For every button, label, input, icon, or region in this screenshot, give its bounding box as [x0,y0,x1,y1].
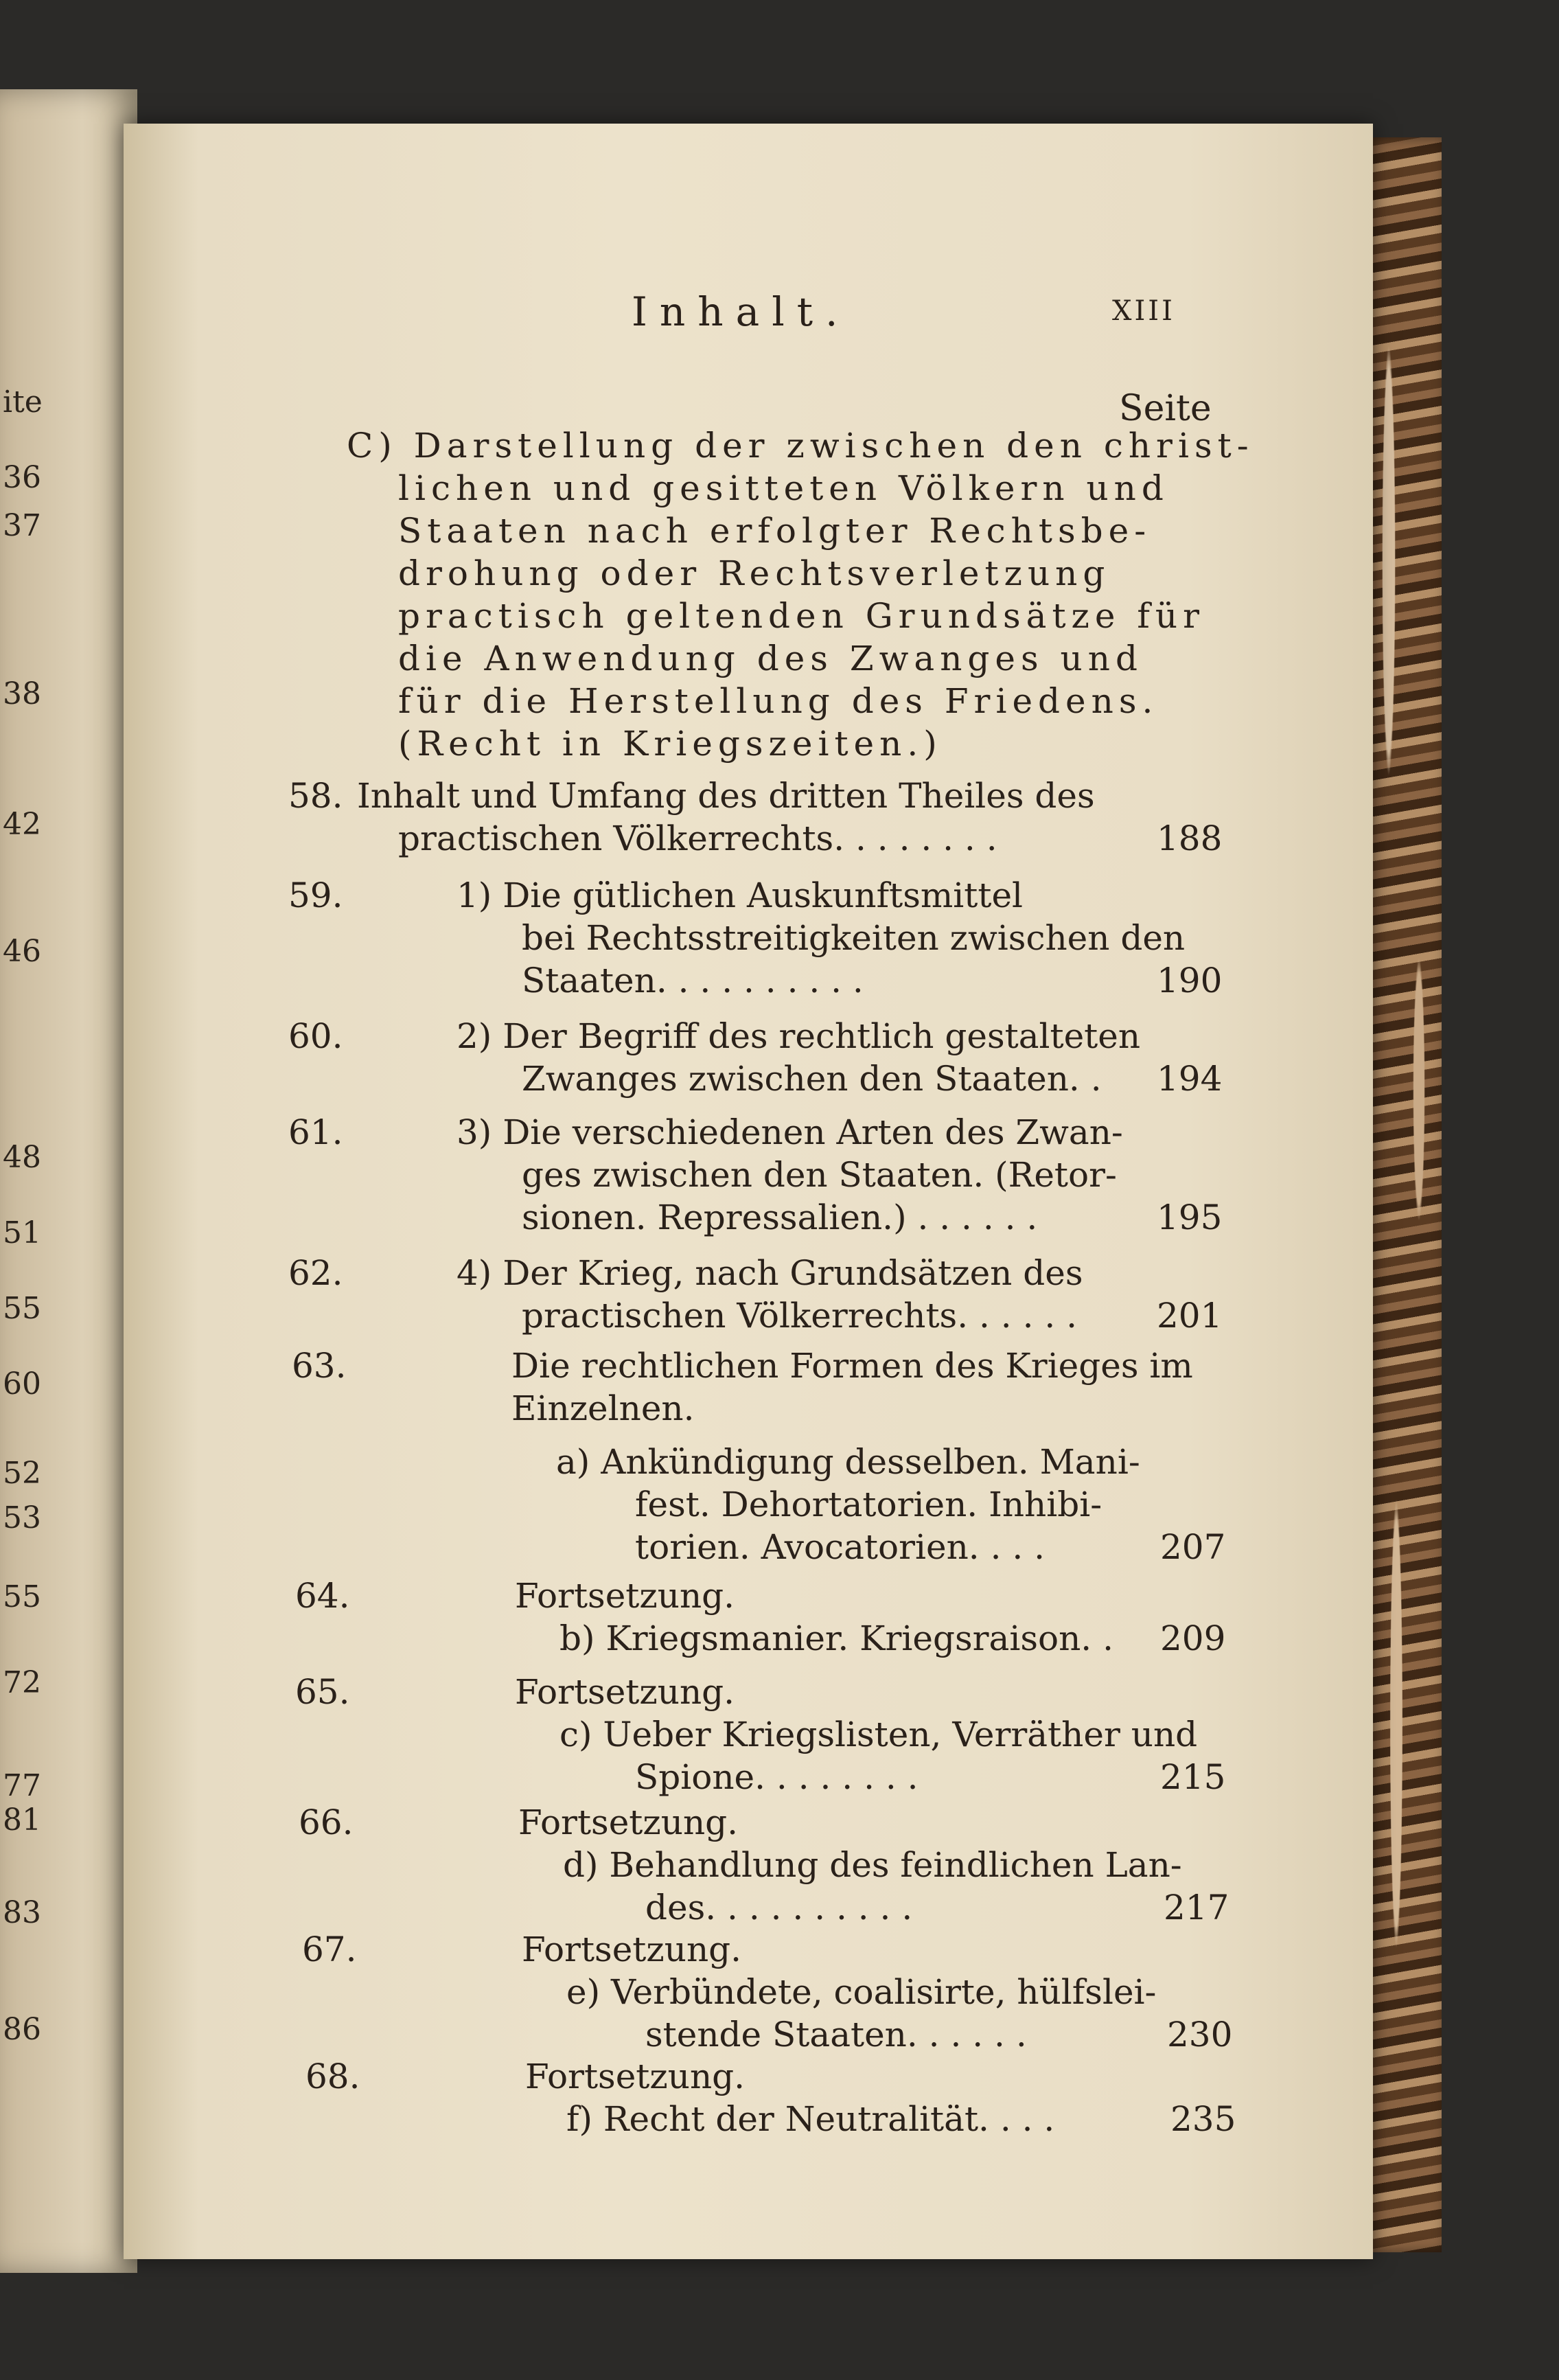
facing-page-number: 42 [3,807,41,842]
entry-number: 58. [288,776,343,816]
entry-text: d) Behandlung des feindlichen Lan- [563,1845,1182,1885]
entry-text: Zwanges zwischen den Staaten. . [522,1059,1102,1099]
entry-number: 59. [288,876,343,915]
entry-text: f) Recht der Neutralität. . . . [566,2099,1055,2139]
entry-number: 68. [305,2057,360,2096]
entry-text: 1) Die gütlichen Auskunftsmittel [457,876,1024,915]
entry-number: 62. [288,1253,343,1293]
entry-number: 64. [295,1576,350,1616]
facing-page-number: 83 [3,1895,41,1930]
entry-text: Staaten. . . . . . . . . . [522,961,864,1000]
entry-text: sionen. Repressalien.) . . . . . . [522,1198,1038,1237]
facing-page-number: 60 [3,1366,41,1401]
entry-page: 190 [1157,961,1223,1000]
facing-page-number: 38 [3,676,41,711]
entry-page: 201 [1157,1296,1223,1336]
entry-text: 3) Die verschiedenen Arten des Zwan- [457,1112,1123,1152]
entry-page: 194 [1157,1059,1223,1099]
entry-text: Fortsetzung. [515,1576,735,1616]
entry-page: 195 [1157,1198,1223,1237]
entry-page: 209 [1160,1618,1226,1658]
facing-page-number: 55 [3,1291,41,1326]
entry-text: Fortsetzung. [518,1803,739,1842]
entry-text: ges zwischen den Staaten. (Retor- [522,1155,1117,1195]
entry-text: Inhalt und Umfang des dritten Theiles des [357,776,1095,816]
entry-text: a) Ankündigung desselben. Mani- [556,1442,1140,1482]
entry-text: Fortsetzung. [515,1672,735,1712]
section-heading-line: lichen und gesitteten Völkern und [398,468,1169,508]
entry-text: des. . . . . . . . . . [645,1888,913,1927]
section-heading-line: practisch geltenden Grundsätze für [398,596,1205,636]
folio-number: XIII [1112,295,1175,327]
entry-number: 66. [299,1803,354,1842]
entry-page: 235 [1170,2099,1236,2139]
entry-text: Die rechtlichen Formen des Krieges im [511,1346,1193,1386]
entry-text: practischen Völkerrechts. . . . . . [522,1296,1078,1336]
facing-page-number: 36 [3,460,41,495]
facing-page-number: 53 [3,1500,41,1535]
entry-page: 230 [1167,2015,1233,2055]
facing-page-number: 46 [3,934,41,969]
page-column-heading: Seite [1119,388,1212,429]
facing-page-number: 51 [3,1215,41,1250]
entry-text: Fortsetzung. [525,2057,746,2096]
entry-text: stende Staaten. . . . . . [645,2015,1027,2055]
entry-text: torien. Avocatorien. . . . [635,1527,1046,1567]
facing-page-number: 37 [3,508,41,543]
entry-text: Fortsetzung. [522,1930,742,1969]
entry-page: 215 [1160,1757,1226,1797]
entry-text: Einzelnen. [511,1388,695,1428]
facing-page-number: 52 [3,1456,41,1491]
entry-text: Spione. . . . . . . . [635,1757,919,1797]
running-title: Inhalt. [632,288,851,335]
section-heading-line: für die Herstellung des Friedens. [398,681,1159,721]
section-heading-line: drohung oder Rechtsverletzung [398,553,1111,593]
section-heading-line: die Anwendung des Zwanges und [398,639,1143,678]
entry-text: bei Rechtsstreitigkeiten zwischen den [522,918,1186,958]
section-heading-line: C) Darstellung der zwischen den christ- [347,426,1254,466]
entry-page: 207 [1160,1527,1226,1567]
facing-page-number: 81 [3,1803,41,1838]
entry-text: c) Ueber Kriegslisten, Verräther und [559,1715,1198,1754]
marbled-book-edge [1366,137,1442,2252]
entry-text: 2) Der Begriff des rechtlich gestalteten [457,1016,1141,1056]
entry-text: fest. Dehortatorien. Inhibi- [635,1485,1102,1524]
facing-page-number: 86 [3,2012,41,2047]
entry-number: 67. [302,1930,357,1969]
entry-text: practischen Völkerrechts. . . . . . . . [398,819,997,858]
entry-number: 61. [288,1112,343,1152]
book-page [124,124,1373,2259]
entry-number: 60. [288,1016,343,1056]
facing-page-number: 55 [3,1579,41,1614]
entry-number: 65. [295,1672,350,1712]
entry-text: e) Verbündete, coalisirte, hülfslei- [566,1972,1157,2012]
section-heading-line: Staaten nach erfolgter Rechtsbe- [398,511,1152,551]
facing-page-number: ite [3,385,43,420]
section-heading-line: (Recht in Kriegszeiten.) [398,724,943,764]
facing-page-number: 48 [3,1140,41,1175]
entry-text: 4) Der Krieg, nach Grundsätzen des [457,1253,1083,1293]
facing-page-number: 77 [3,1768,41,1803]
entry-page: 188 [1157,819,1223,858]
facing-page-number: 72 [3,1665,41,1700]
facing-page-edge [0,89,137,2273]
entry-text: b) Kriegsmanier. Kriegsraison. . [559,1618,1113,1658]
entry-number: 63. [292,1346,347,1386]
entry-page: 217 [1164,1888,1229,1927]
